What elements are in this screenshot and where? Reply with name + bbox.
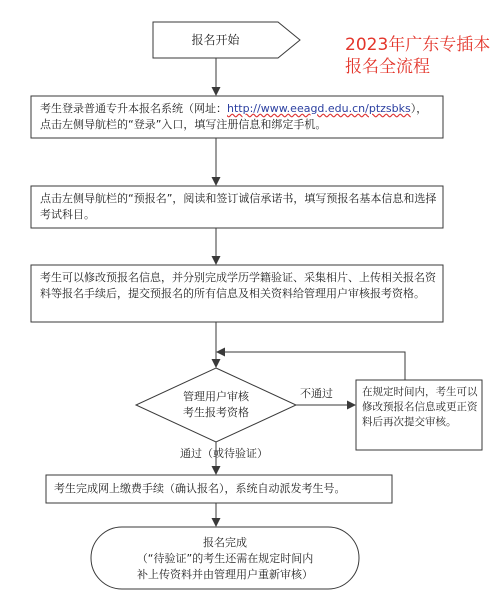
annotation-line1: 2023年广东专插本	[345, 35, 491, 55]
end-text	[95, 535, 355, 583]
arrow-sidebox-loop-back	[217, 352, 405, 380]
end-line3: 补上传资料并由管理用户重新审核）	[137, 568, 313, 581]
step1-text	[40, 101, 438, 133]
end-line1: 报名完成	[203, 536, 247, 549]
decision-line2: 考生报考资格	[183, 406, 249, 419]
start-label: 报名开始	[191, 33, 240, 47]
decision-text	[156, 389, 276, 421]
branch-fail-label: 不通过	[300, 387, 333, 400]
step1-text-b: ），点击左侧导航栏的“登录”入口，填写注册信息和绑定手机。	[40, 102, 428, 131]
step1-text-a: 考生登录普通专升本报名系统（网址：	[40, 102, 227, 115]
step3-text: 考生可以修改预报名信息，并分别完成学历学籍验证、采集相片、上传相关报名资料等报名手续后，提交预报名的所有信息及相关资料给管理用户审核报考资格。	[40, 271, 436, 300]
side-box-text: 在规定时间内，考生可以修改预报名信息或更正资料后再次提交审核。	[362, 386, 478, 428]
decision-line1: 管理用户审核	[183, 390, 249, 403]
step1-url-link[interactable]: http://www.eeagd.edu.cn/ptzsbks	[227, 102, 411, 115]
branch-pass-label: 通过（或待验证）	[180, 447, 268, 460]
step2-text: 点击左侧导航栏的“预报名”，阅读和签订诚信承诺书，填写预报名基本信息和选择考试科目。	[40, 192, 437, 221]
annotation-line2: 报名全流程	[345, 57, 430, 77]
flow-annotation	[345, 34, 495, 78]
step4-text: 考生完成网上缴费手续（确认报名），系统自动派发考生号。	[54, 482, 346, 495]
end-line2: （“待验证”的考生还需在规定时间内	[136, 552, 314, 565]
